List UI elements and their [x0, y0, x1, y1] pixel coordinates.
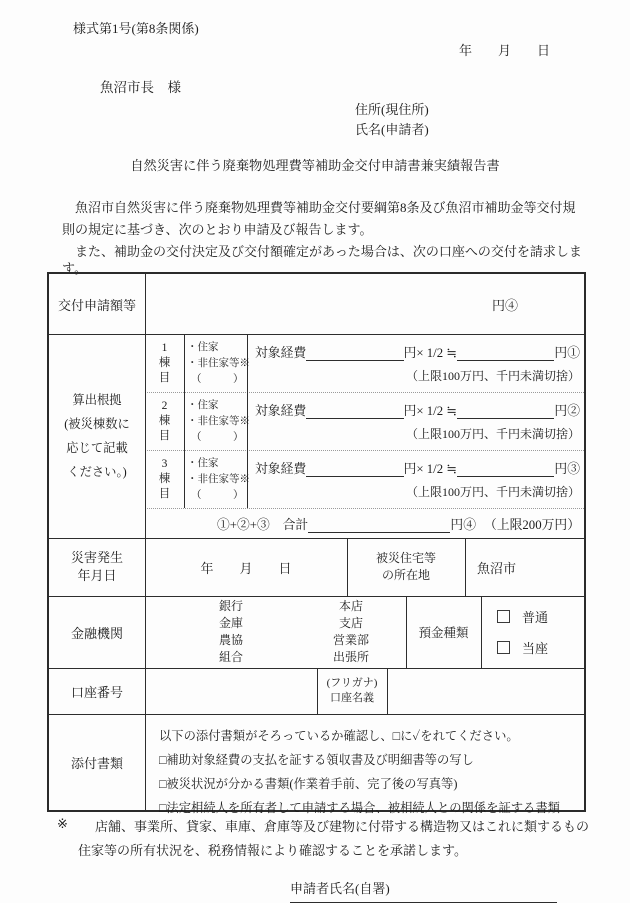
footnote-mark: ※: [57, 816, 68, 831]
body-line: また、補助金の交付決定及び交付額確定があった場合は、次の口座への交付を請求しま: [62, 244, 582, 259]
footnote-line: 店舗、事業所、貸家、車庫、倉庫等及び建物に付帯する構造物又はこれに類するもの: [95, 819, 590, 834]
building-type-options: ・住家 ・非住家等※ （ ）: [187, 458, 250, 501]
bank-label: 金融機関: [70, 625, 123, 641]
disaster-date-field[interactable]: 年 月 日: [200, 560, 292, 576]
attachments-instruction: 以下の添付書類がそろっているか確認し、□に✓をれてください。: [159, 729, 519, 743]
formula-label: 円× 1/2 ≒: [403, 346, 458, 360]
application-table: [47, 272, 586, 815]
deposit-option-label: 普通: [522, 610, 549, 626]
grant-amount-unit: 円④: [492, 298, 519, 313]
formula-label: 円× 1/2 ≒: [403, 462, 458, 476]
account-holder-label: (フリガナ) 口座名義: [326, 677, 378, 704]
account-holder-field[interactable]: [387, 668, 584, 714]
total-unit: 円④: [450, 518, 477, 532]
damaged-house-location-label: 被災住宅等 の所在地: [375, 551, 436, 582]
attachment-check-item[interactable]: □法定相続人を所有者して申請する場合、被相続人との関係を証する書類: [159, 801, 560, 815]
total-limit-note: （上限200万円）: [484, 518, 580, 532]
checkbox-current-icon[interactable]: [497, 641, 510, 654]
result-amount-field[interactable]: [457, 347, 554, 361]
deposit-option-label: 当座: [522, 640, 549, 656]
footnote-line: 住家等の所有状況を、税務情報により確認することを承諾します。: [78, 843, 467, 858]
checkbox-ordinary-icon[interactable]: [497, 610, 510, 623]
building-number: 3 棟 目: [158, 457, 171, 500]
expense-line: [247, 342, 588, 361]
grant-amount-label: 交付申請額等: [57, 297, 136, 313]
total-line: [145, 514, 588, 533]
h-rule-dotted: [145, 508, 584, 509]
document-title: 自然災害に伴う廃棄物処理費等補助金交付申請書兼実績報告書: [130, 158, 500, 173]
body-line: 魚沼市自然災害に伴う廃棄物処理費等補助金交付要綱第8条及び魚沼市補助金等交付規: [62, 200, 576, 215]
bank-branch-types: 本店 支店 営業部 出張所: [332, 599, 369, 664]
expense-label: 対象経費: [255, 346, 307, 360]
bank-institution-types: 銀行 金庫 農協 組合: [219, 599, 244, 664]
expense-amount-field[interactable]: [306, 347, 403, 361]
calc-basis-label: 算出根拠 (被災棟数に 応じて記載 ください。): [64, 393, 130, 479]
disaster-date-label: 災害発生 年月日: [70, 550, 123, 583]
location-city-value: 魚沼市: [477, 560, 517, 576]
limit-note: （上限100万円、千円未満切捨）: [405, 485, 580, 499]
total-label: ①+②+③ 合計: [217, 518, 309, 532]
expense-line: [247, 458, 588, 477]
applicant-name-label: 氏名(申請者): [355, 122, 429, 137]
date-line: 年 月 日: [459, 43, 551, 58]
amount-unit: 円③: [554, 462, 580, 476]
result-amount-field[interactable]: [457, 405, 554, 419]
signature-label: 申請者氏名(自署): [290, 881, 390, 896]
signature-line[interactable]: [290, 878, 557, 903]
expense-line: [247, 400, 588, 419]
formula-label: 円× 1/2 ≒: [403, 404, 458, 418]
amount-unit: 円①: [554, 346, 580, 360]
amount-unit: 円②: [554, 404, 580, 418]
attachments-label: 添付書類: [70, 755, 123, 771]
attachments-content: [145, 720, 584, 820]
account-number-label: 口座番号: [70, 684, 123, 700]
result-amount-field[interactable]: [457, 463, 554, 477]
addressee: 魚沼市長 様: [100, 80, 181, 95]
body-line: す。: [62, 261, 87, 276]
expense-amount-field[interactable]: [306, 405, 403, 419]
address-label: 住所(現住所): [355, 102, 429, 117]
expense-amount-field[interactable]: [306, 463, 403, 477]
deposit-type-label: 預金種類: [418, 626, 469, 640]
form-number: 様式第1号(第8条関係): [73, 21, 199, 36]
expense-label: 対象経費: [255, 462, 307, 476]
building-number: 1 棟 目: [158, 341, 171, 384]
deposit-options: [481, 596, 584, 668]
attachment-check-item[interactable]: □補助対象経費の支払を証する領収書及び明細書等の写し: [159, 753, 474, 767]
building-type-options: ・住家 ・非住家等※ （ ）: [187, 400, 250, 443]
building-number: 2 棟 目: [158, 399, 171, 442]
deposit-option-row: [497, 638, 584, 657]
limit-note: （上限100万円、千円未満切捨）: [405, 427, 580, 441]
building-type-options: ・住家 ・非住家等※ （ ）: [187, 342, 250, 385]
limit-note: （上限100万円、千円未満切捨）: [405, 369, 580, 383]
attachment-check-item[interactable]: □被災状況が分かる書類(作業着手前、完了後の写真等): [159, 777, 458, 791]
account-number-field[interactable]: [145, 668, 317, 714]
body-line: 則の規定に基づき、次のとおり申請及び報告します。: [62, 222, 373, 237]
expense-label: 対象経費: [255, 404, 307, 418]
h-rule-dotted: [145, 392, 584, 393]
total-amount-field[interactable]: [308, 519, 450, 533]
h-rule-dotted: [145, 450, 584, 451]
deposit-option-row: [497, 607, 584, 626]
